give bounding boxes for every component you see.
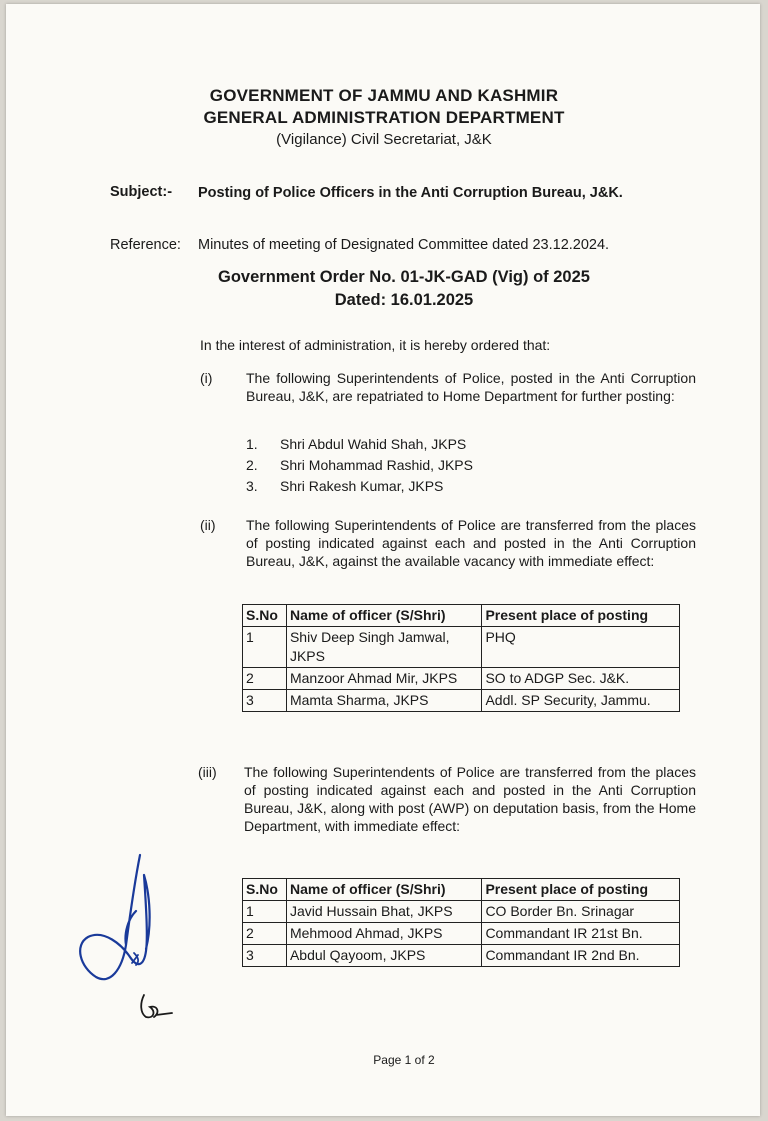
table-header-row bbox=[243, 605, 680, 627]
header-posting: Present place of posting bbox=[482, 879, 680, 901]
section1-text: The following Superintendents of Police, posted in the Anti Corruption Bureau, J&K, are repatriated to Home Department for further posting: bbox=[246, 370, 696, 404]
header-office: (Vigilance) Civil Secretariat, J&K bbox=[276, 131, 492, 148]
subject-text: Posting of Police Officers in the Anti Corruption Bureau, J&K. bbox=[198, 185, 623, 201]
header-sno: S.No bbox=[243, 879, 287, 901]
list-item: 2. Shri Mohammad Rashid, JKPS bbox=[246, 457, 473, 473]
header-department: GENERAL ADMINISTRATION DEPARTMENT bbox=[203, 108, 565, 127]
table-row: 3 Mamta Sharma, JKPS Addl. SP Security, Jammu. bbox=[243, 690, 680, 712]
intro-text: In the interest of administration, it is hereby ordered that: bbox=[200, 337, 551, 353]
header-name: Name of officer (S/Shri) bbox=[286, 879, 481, 901]
header-posting: Present place of posting bbox=[482, 605, 680, 627]
list-item: 1. Shri Abdul Wahid Shah, JKPS bbox=[246, 436, 467, 452]
header-sno: S.No bbox=[243, 605, 287, 627]
table-row: 3 Abdul Qayoom, JKPS Commandant IR 2nd Bn. bbox=[243, 945, 680, 967]
transfer-table-2 bbox=[242, 878, 680, 967]
table-row: 2 Mehmood Ahmad, JKPS Commandant IR 21st Bn. bbox=[243, 923, 680, 945]
repatriated-list bbox=[246, 434, 473, 497]
list-item: 3. Shri Rakesh Kumar, JKPS bbox=[246, 478, 444, 494]
signature-icon bbox=[60, 845, 190, 1035]
transfer-table-1 bbox=[242, 604, 680, 712]
reference-text: Minutes of meeting of Designated Committee dated 23.12.2024. bbox=[198, 237, 610, 253]
section1-marker: (i) bbox=[200, 370, 213, 386]
page-number: Page 1 of 2 bbox=[373, 1053, 435, 1067]
table-row: 1 Shiv Deep Singh Jamwal, JKPS PHQ bbox=[243, 627, 680, 668]
section3-marker: (iii) bbox=[198, 764, 217, 780]
section2-text: The following Superintendents of Police are transferred from the places of posting indicated against each and posted in the Anti Corruption Bureau, J&K, against the available vacancy with immediate effect: bbox=[246, 517, 696, 569]
table-row: 2 Manzoor Ahmad Mir, JKPS SO to ADGP Sec. J&K. bbox=[243, 668, 680, 690]
reference-label: Reference: bbox=[110, 237, 181, 253]
subject-label: Subject:- bbox=[110, 184, 173, 200]
table-header-row bbox=[243, 879, 680, 901]
section3-text: The following Superintendents of Police are transferred from the places of posting indicated against each and posted in the Anti Corruption Bureau, J&K, along with post (AWP) on deputation basis, from the Home Department, with immediate effect: bbox=[244, 764, 696, 834]
section2-marker: (ii) bbox=[200, 517, 216, 533]
order-date: Dated: 16.01.2025 bbox=[334, 291, 474, 309]
header-name: Name of officer (S/Shri) bbox=[286, 605, 482, 627]
header-government: GOVERNMENT OF JAMMU AND KASHMIR bbox=[209, 86, 559, 105]
order-number: Government Order No. 01-JK-GAD (Vig) of 2025 bbox=[218, 268, 590, 286]
table-row: 1 Javid Hussain Bhat, JKPS CO Border Bn. Srinagar bbox=[243, 901, 680, 923]
